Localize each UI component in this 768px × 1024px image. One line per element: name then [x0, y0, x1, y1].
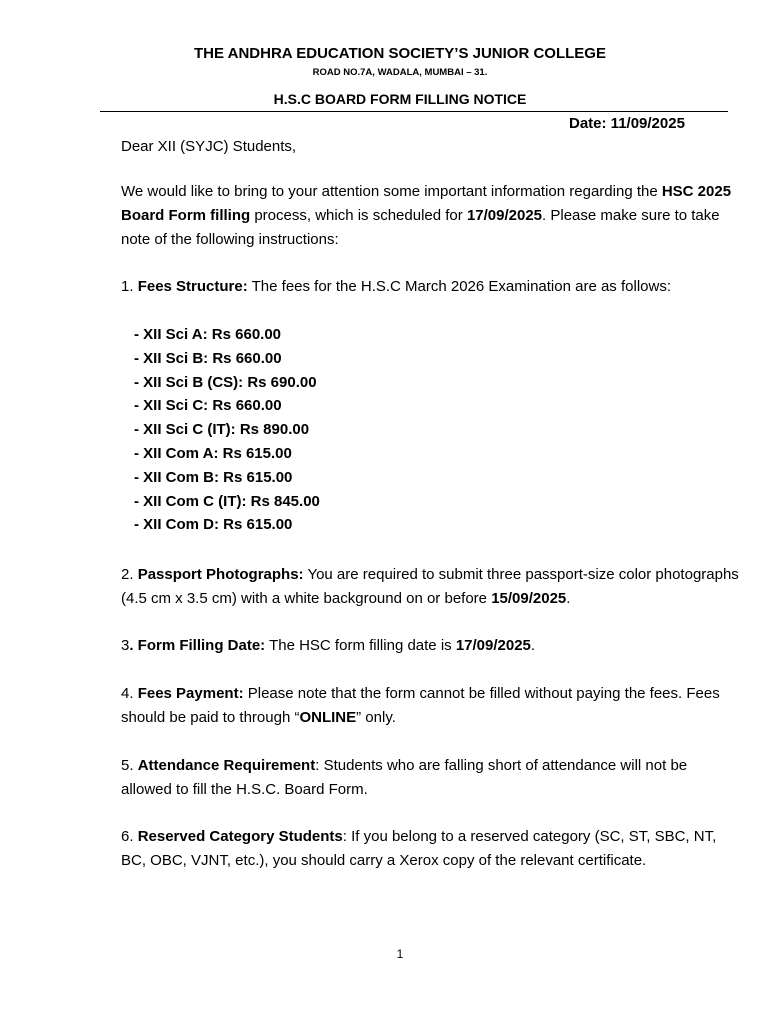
title-divider — [100, 111, 728, 112]
item-passport-photographs — [121, 563, 741, 611]
fee-list — [134, 323, 320, 537]
item-heading: Reserved Category Students — [137, 828, 343, 845]
item-heading: . Form Filling Date: — [129, 637, 266, 654]
fee-list-item: - XII Com A: Rs 615.00 — [134, 444, 292, 462]
item-text: You are required to submit three passport-size color photographs (4.5 cm x 3.5 cm) with a white background on or before — [121, 566, 739, 607]
college-name: THE ANDHRA EDUCATION SOCIETY’S JUNIOR COLLEGE — [194, 45, 606, 62]
item-bold-online: ONLINE — [299, 709, 357, 726]
item-bold-date: 15/09/2025 — [491, 590, 567, 607]
fee-list-item: - XII Com C (IT): Rs 845.00 — [134, 492, 320, 510]
item-text: The fees for the H.S.C March 2026 Examination are as follows: — [247, 278, 671, 295]
item-end: ” only. — [356, 709, 396, 726]
item-text: Please note that the form cannot be filled without paying the fees. Fees should be paid to through “ — [121, 685, 720, 726]
item-fees-structure — [121, 275, 741, 299]
item-number: 4. — [121, 685, 138, 702]
notice-date: Date: 11/09/2025 — [569, 115, 685, 132]
item-form-filling-date — [121, 634, 741, 658]
item-text: : Students who are falling short of attendance will not be allowed to fill the H.S.C. Board Form. — [121, 757, 688, 798]
notice-title: H.S.C BOARD FORM FILLING NOTICE — [273, 91, 527, 107]
item-number: 5. — [121, 757, 138, 774]
intro-paragraph — [121, 180, 741, 252]
item-heading: Fees Payment: — [137, 685, 244, 702]
item-text: The HSC form filling date is — [265, 637, 456, 654]
item-reserved-category — [121, 825, 741, 873]
fee-list-item: - XII Sci C: Rs 660.00 — [134, 397, 282, 415]
page-number: 1 — [396, 947, 404, 961]
item-text: : If you belong to a reserved category (SC, ST, SBC, NT, BC, OBC, VJNT, etc.), you should carry a Xerox copy of the relevant certificate. — [121, 828, 717, 869]
college-address: ROAD NO.7A, WADALA, MUMBAI – 31. — [312, 67, 488, 78]
fee-list-item: - XII Sci A: Rs 660.00 — [134, 326, 282, 343]
intro-text-3: . Please make sure to take note of the following instructions: — [121, 207, 720, 248]
fee-list-item: - XII Sci B: Rs 660.00 — [134, 349, 282, 367]
item-number: 6. — [121, 828, 138, 845]
item-end: . — [530, 637, 536, 654]
intro-bold-date: 17/09/2025 — [466, 207, 543, 224]
item-number: 2. — [121, 566, 138, 583]
item-fees-payment — [121, 682, 741, 730]
fee-list-item: - XII Sci B (CS): Rs 690.00 — [134, 373, 317, 391]
item-heading: Attendance Requirement — [137, 757, 316, 774]
fee-list-item: - XII Com D: Rs 615.00 — [134, 516, 293, 534]
intro-text-1: We would like to bring to your attention some important information regarding the — [121, 183, 662, 200]
intro-bold-1: HSC 2025 Board Form filling — [121, 183, 732, 224]
item-attendance-requirement — [121, 754, 741, 802]
fee-list-item: - XII Com B: Rs 615.00 — [134, 468, 293, 486]
fee-list-item: - XII Sci C (IT): Rs 890.00 — [134, 421, 310, 439]
item-heading: Passport Photographs: — [137, 566, 304, 583]
intro-text-2: process, which is scheduled for — [250, 207, 467, 224]
item-heading: Fees Structure: — [137, 278, 248, 295]
salutation: Dear XII (SYJC) Students, — [121, 138, 297, 155]
item-bold-date: 17/09/2025 — [455, 637, 531, 654]
item-end: . — [566, 590, 571, 607]
item-number: 3 — [121, 637, 130, 654]
item-number: 1. — [121, 278, 138, 295]
